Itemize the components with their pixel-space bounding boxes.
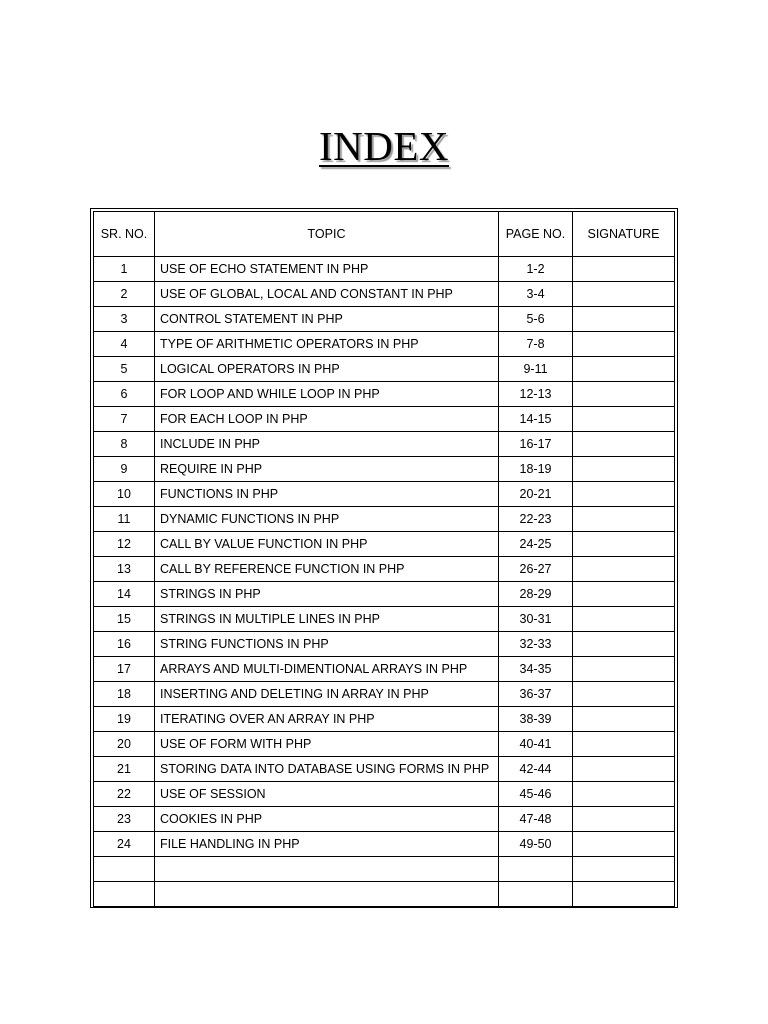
cell-page-no: 22-23 bbox=[499, 507, 573, 532]
cell-page-no: 32-33 bbox=[499, 632, 573, 657]
cell-page-no: 14-15 bbox=[499, 407, 573, 432]
cell-sr-no: 9 bbox=[94, 457, 155, 482]
cell-sr-no: 6 bbox=[94, 382, 155, 407]
index-table-frame bbox=[90, 208, 678, 908]
cell-page-no: 5-6 bbox=[499, 307, 573, 332]
cell-sr-no bbox=[94, 857, 155, 882]
cell-sr-no: 15 bbox=[94, 607, 155, 632]
cell-topic: TYPE OF ARITHMETIC OPERATORS IN PHP bbox=[155, 332, 499, 357]
cell-sr-no: 1 bbox=[94, 257, 155, 282]
cell-topic: INCLUDE IN PHP bbox=[155, 432, 499, 457]
cell-signature bbox=[573, 532, 675, 557]
table-row bbox=[94, 457, 675, 482]
cell-topic: FILE HANDLING IN PHP bbox=[155, 832, 499, 857]
table-row bbox=[94, 357, 675, 382]
cell-page-no bbox=[499, 882, 573, 907]
cell-topic: INSERTING AND DELETING IN ARRAY IN PHP bbox=[155, 682, 499, 707]
cell-sr-no: 8 bbox=[94, 432, 155, 457]
cell-page-no: 40-41 bbox=[499, 732, 573, 757]
table-row bbox=[94, 682, 675, 707]
cell-topic: USE OF ECHO STATEMENT IN PHP bbox=[155, 257, 499, 282]
cell-page-no: 7-8 bbox=[499, 332, 573, 357]
cell-topic bbox=[155, 882, 499, 907]
table-row bbox=[94, 757, 675, 782]
table-row bbox=[94, 707, 675, 732]
cell-page-no: 26-27 bbox=[499, 557, 573, 582]
cell-signature bbox=[573, 607, 675, 632]
cell-topic: FOR EACH LOOP IN PHP bbox=[155, 407, 499, 432]
cell-topic: ITERATING OVER AN ARRAY IN PHP bbox=[155, 707, 499, 732]
cell-signature bbox=[573, 382, 675, 407]
cell-sr-no: 7 bbox=[94, 407, 155, 432]
cell-signature bbox=[573, 357, 675, 382]
column-header-sr-no: SR. NO. bbox=[94, 212, 155, 257]
table-row bbox=[94, 782, 675, 807]
cell-page-no bbox=[499, 857, 573, 882]
cell-sr-no: 19 bbox=[94, 707, 155, 732]
cell-signature bbox=[573, 682, 675, 707]
cell-topic: REQUIRE IN PHP bbox=[155, 457, 499, 482]
cell-page-no: 45-46 bbox=[499, 782, 573, 807]
cell-sr-no: 3 bbox=[94, 307, 155, 332]
table-row bbox=[94, 307, 675, 332]
table-row bbox=[94, 632, 675, 657]
cell-sr-no: 16 bbox=[94, 632, 155, 657]
index-table bbox=[93, 211, 675, 907]
cell-sr-no: 4 bbox=[94, 332, 155, 357]
cell-sr-no: 11 bbox=[94, 507, 155, 532]
cell-signature bbox=[573, 807, 675, 832]
cell-page-no: 20-21 bbox=[499, 482, 573, 507]
table-row bbox=[94, 657, 675, 682]
cell-signature bbox=[573, 832, 675, 857]
cell-page-no: 12-13 bbox=[499, 382, 573, 407]
cell-page-no: 42-44 bbox=[499, 757, 573, 782]
cell-topic bbox=[155, 857, 499, 882]
table-row bbox=[94, 407, 675, 432]
cell-signature bbox=[573, 582, 675, 607]
page-title: INDEX bbox=[318, 123, 450, 169]
cell-signature bbox=[573, 307, 675, 332]
cell-sr-no: 23 bbox=[94, 807, 155, 832]
cell-signature bbox=[573, 557, 675, 582]
table-row bbox=[94, 332, 675, 357]
cell-sr-no: 24 bbox=[94, 832, 155, 857]
cell-page-no: 24-25 bbox=[499, 532, 573, 557]
cell-topic: CALL BY VALUE FUNCTION IN PHP bbox=[155, 532, 499, 557]
table-row bbox=[94, 507, 675, 532]
cell-sr-no: 13 bbox=[94, 557, 155, 582]
column-header-signature: SIGNATURE bbox=[573, 212, 675, 257]
table-row bbox=[94, 832, 675, 857]
table-row bbox=[94, 257, 675, 282]
table-row bbox=[94, 282, 675, 307]
cell-signature bbox=[573, 632, 675, 657]
cell-signature bbox=[573, 257, 675, 282]
cell-sr-no: 2 bbox=[94, 282, 155, 307]
cell-sr-no: 12 bbox=[94, 532, 155, 557]
cell-page-no: 1-2 bbox=[499, 257, 573, 282]
cell-topic: STORING DATA INTO DATABASE USING FORMS IN PHP bbox=[155, 757, 499, 782]
cell-page-no: 49-50 bbox=[499, 832, 573, 857]
cell-sr-no: 10 bbox=[94, 482, 155, 507]
table-row bbox=[94, 382, 675, 407]
cell-signature bbox=[573, 732, 675, 757]
table-row bbox=[94, 432, 675, 457]
cell-topic: LOGICAL OPERATORS IN PHP bbox=[155, 357, 499, 382]
cell-sr-no: 17 bbox=[94, 657, 155, 682]
table-row bbox=[94, 557, 675, 582]
cell-signature bbox=[573, 407, 675, 432]
table-row bbox=[94, 857, 675, 882]
cell-page-no: 34-35 bbox=[499, 657, 573, 682]
cell-signature bbox=[573, 757, 675, 782]
cell-signature bbox=[573, 782, 675, 807]
cell-page-no: 30-31 bbox=[499, 607, 573, 632]
cell-page-no: 3-4 bbox=[499, 282, 573, 307]
table-row bbox=[94, 532, 675, 557]
cell-sr-no: 14 bbox=[94, 582, 155, 607]
cell-topic: DYNAMIC FUNCTIONS IN PHP bbox=[155, 507, 499, 532]
cell-topic: USE OF SESSION bbox=[155, 782, 499, 807]
column-header-topic: TOPIC bbox=[155, 212, 499, 257]
cell-page-no: 9-11 bbox=[499, 357, 573, 382]
cell-signature bbox=[573, 657, 675, 682]
cell-signature bbox=[573, 482, 675, 507]
table-row bbox=[94, 882, 675, 907]
cell-page-no: 36-37 bbox=[499, 682, 573, 707]
cell-sr-no: 22 bbox=[94, 782, 155, 807]
cell-signature bbox=[573, 332, 675, 357]
cell-signature bbox=[573, 507, 675, 532]
cell-topic: ARRAYS AND MULTI-DIMENTIONAL ARRAYS IN PHP bbox=[155, 657, 499, 682]
column-header-page-no: PAGE NO. bbox=[499, 212, 573, 257]
table-row bbox=[94, 482, 675, 507]
cell-sr-no: 5 bbox=[94, 357, 155, 382]
cell-signature bbox=[573, 457, 675, 482]
cell-page-no: 47-48 bbox=[499, 807, 573, 832]
table-row bbox=[94, 807, 675, 832]
cell-signature bbox=[573, 432, 675, 457]
cell-topic: USE OF GLOBAL, LOCAL AND CONSTANT IN PHP bbox=[155, 282, 499, 307]
cell-topic: USE OF FORM WITH PHP bbox=[155, 732, 499, 757]
cell-signature bbox=[573, 882, 675, 907]
cell-topic: STRINGS IN PHP bbox=[155, 582, 499, 607]
cell-signature bbox=[573, 857, 675, 882]
cell-signature bbox=[573, 282, 675, 307]
cell-page-no: 38-39 bbox=[499, 707, 573, 732]
table-header-row bbox=[94, 212, 675, 257]
cell-topic: FUNCTIONS IN PHP bbox=[155, 482, 499, 507]
cell-page-no: 16-17 bbox=[499, 432, 573, 457]
table-row bbox=[94, 607, 675, 632]
cell-topic: STRINGS IN MULTIPLE LINES IN PHP bbox=[155, 607, 499, 632]
cell-sr-no bbox=[94, 882, 155, 907]
cell-sr-no: 21 bbox=[94, 757, 155, 782]
cell-page-no: 28-29 bbox=[499, 582, 573, 607]
cell-sr-no: 18 bbox=[94, 682, 155, 707]
cell-topic: STRING FUNCTIONS IN PHP bbox=[155, 632, 499, 657]
cell-page-no: 18-19 bbox=[499, 457, 573, 482]
cell-topic: CALL BY REFERENCE FUNCTION IN PHP bbox=[155, 557, 499, 582]
table-row bbox=[94, 732, 675, 757]
cell-signature bbox=[573, 707, 675, 732]
cell-topic: COOKIES IN PHP bbox=[155, 807, 499, 832]
cell-sr-no: 20 bbox=[94, 732, 155, 757]
table-row bbox=[94, 582, 675, 607]
cell-topic: FOR LOOP AND WHILE LOOP IN PHP bbox=[155, 382, 499, 407]
cell-topic: CONTROL STATEMENT IN PHP bbox=[155, 307, 499, 332]
table-body bbox=[94, 257, 675, 907]
